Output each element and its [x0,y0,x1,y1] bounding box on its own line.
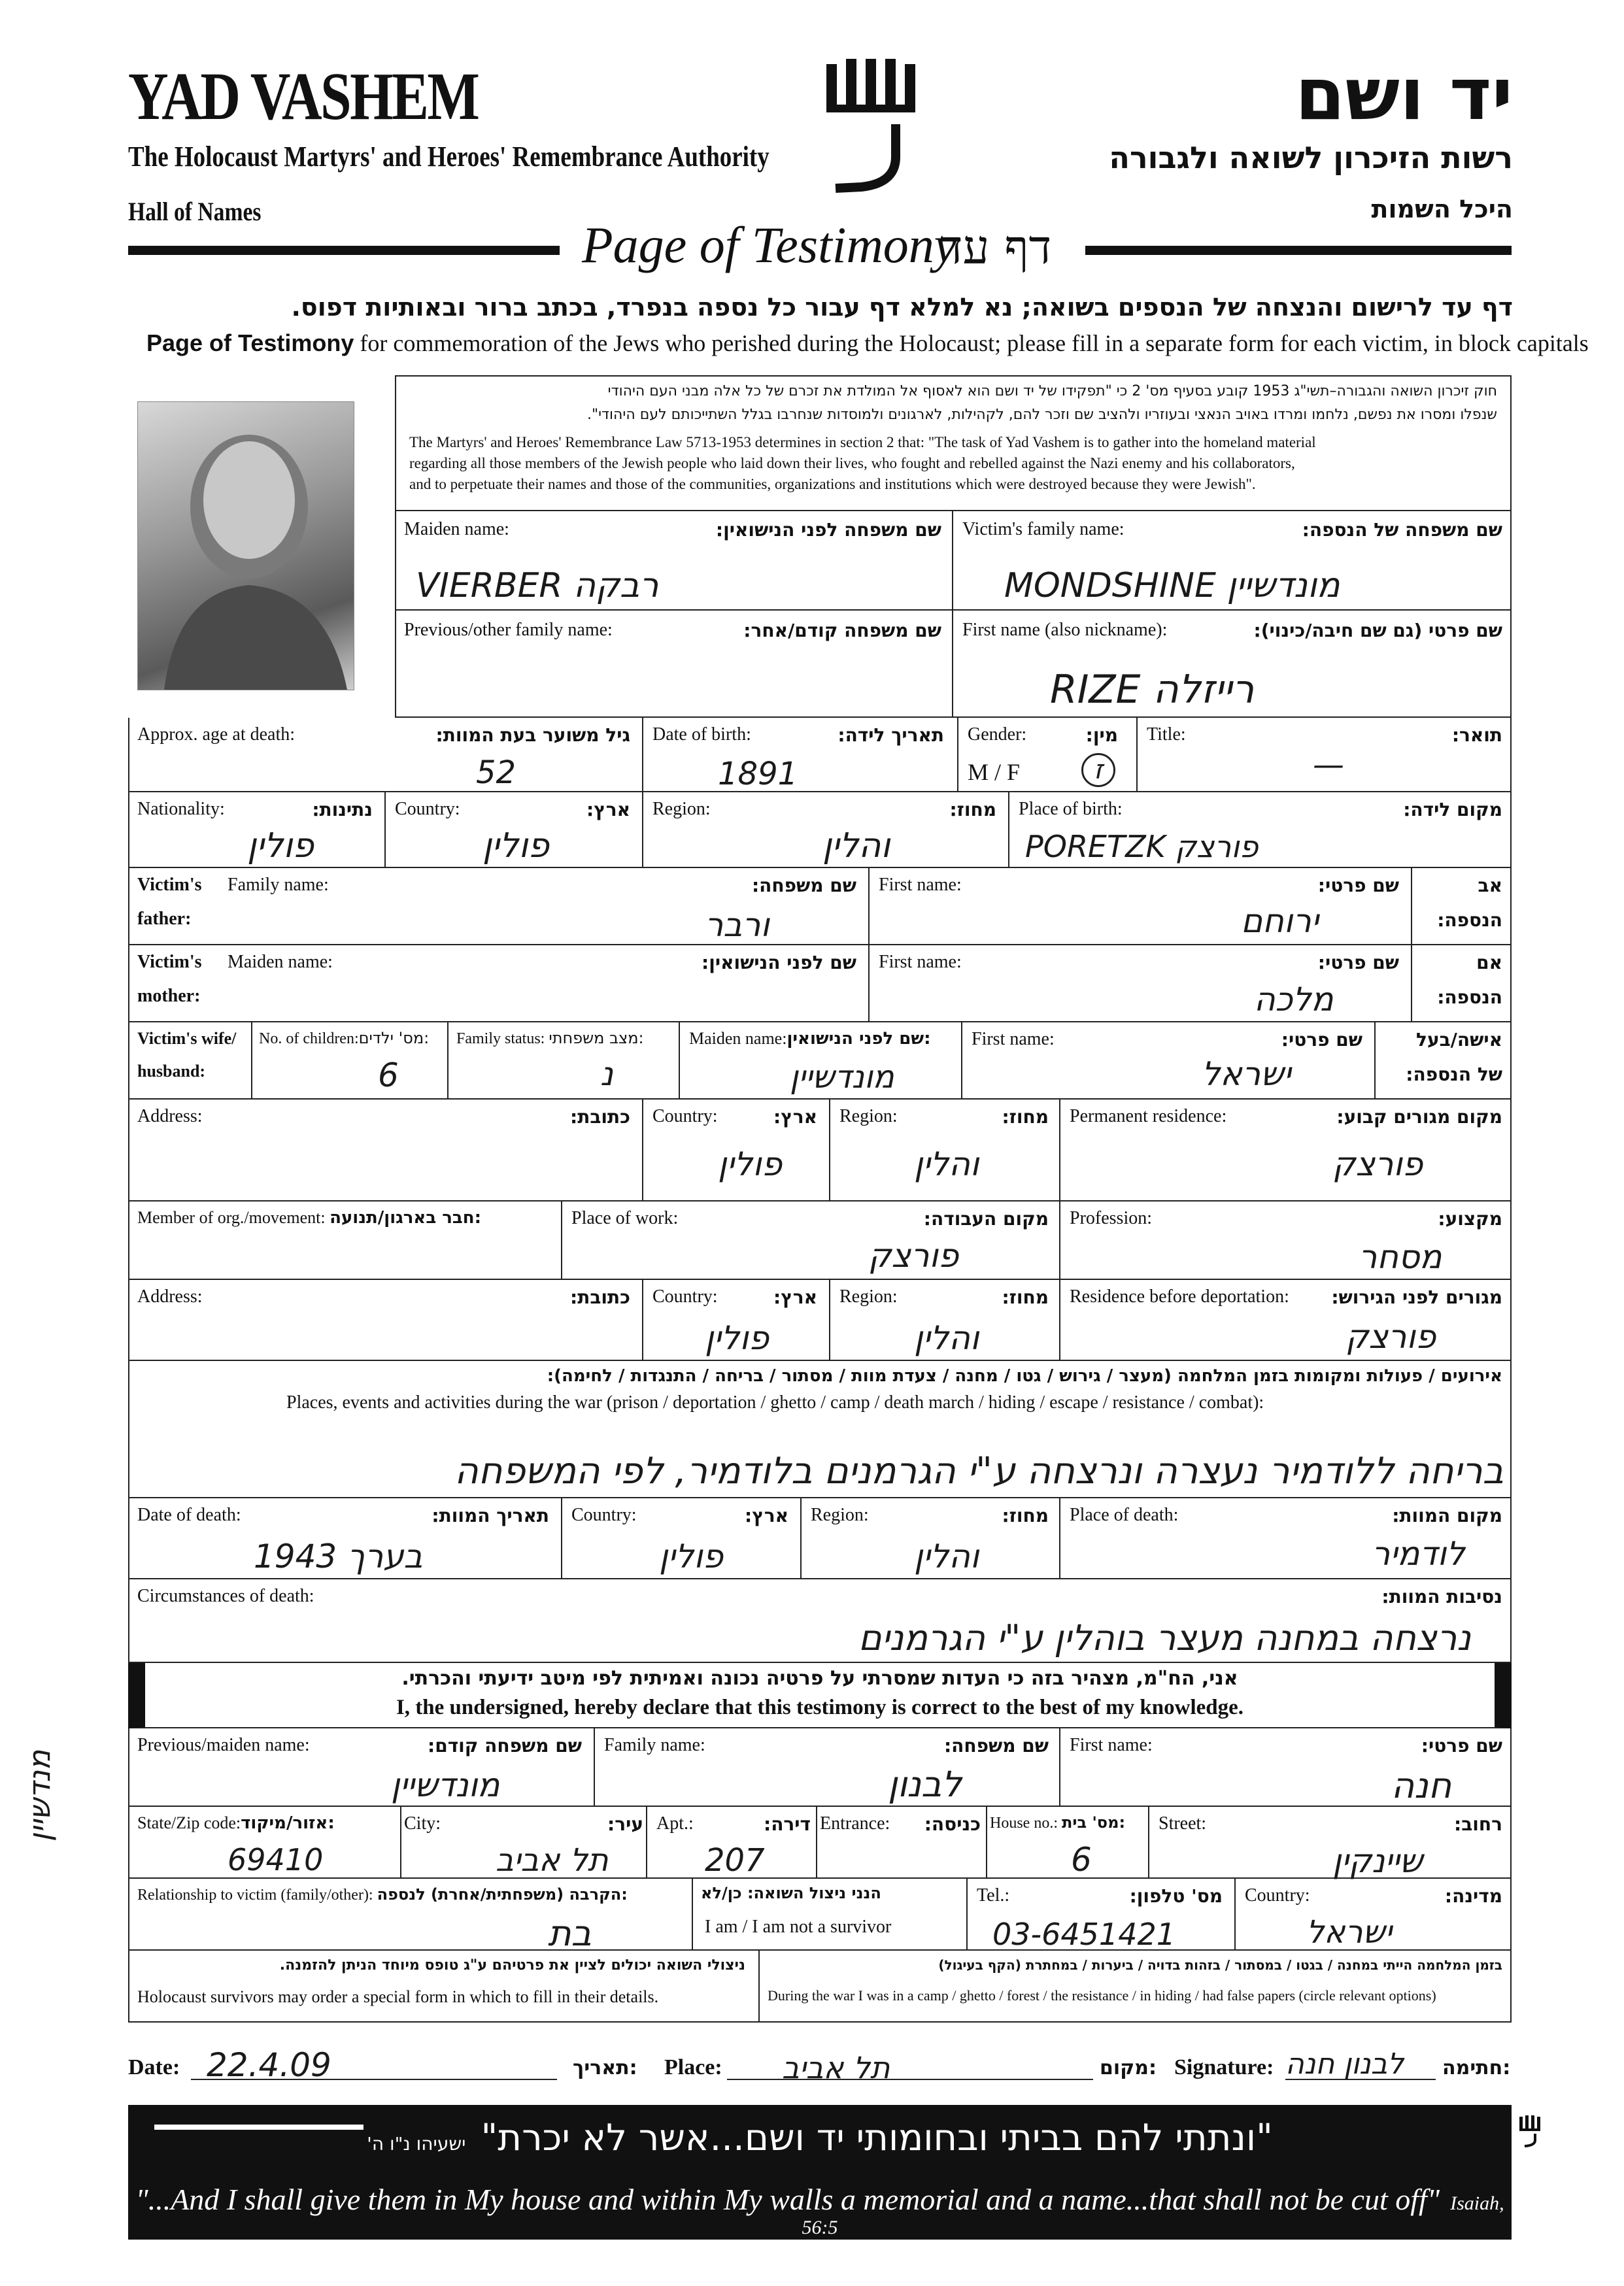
circ-label-he: נסיבות המוות: [1381,1586,1502,1607]
city-label: City: [404,1813,441,1834]
spouse-label: Victim's wife/ husband: [137,1029,237,1081]
pod-label-he: מקום המוות: [1392,1505,1502,1526]
member-org-label: Member of org./movement: חבר בארגון/תנועה: [137,1208,482,1228]
street-label: Street: [1159,1813,1207,1834]
street-label-he: רחוב: [1454,1813,1502,1835]
dod-label-he: תאריך המוות: [431,1505,549,1526]
nationality-value[interactable]: פולין [247,826,314,866]
sub-prev-value[interactable]: מונדשיין [391,1766,500,1804]
intro-en-bold: Page of Testimony [146,329,354,356]
page-title-en: Page of Testimony [582,216,957,273]
law-box [395,375,1512,510]
place-value[interactable]: תל אביב [782,2050,890,2085]
page-title-he: דף עד [940,220,1052,275]
pob-value[interactable]: PORETZK פורצק [1025,829,1259,864]
nationality-row [128,792,1512,868]
relationship-value[interactable]: בת [548,1913,592,1954]
addr-region-value[interactable]: והלין [914,1145,979,1183]
prev-family-label-he: שם משפחה קודם/אחר: [743,620,941,641]
res-address-label-he: כתובת: [570,1286,630,1308]
events-label-he: אירועים / פעולות ומקומות בזמן המלחמה (מעצר / גירוש / גטו / מחנה / צעדת מוות / מסתור / בריחה / התנגדות / לחימה): [547,1366,1502,1386]
gender-label: Gender: [968,724,1027,745]
signature-label: Signature: [1174,2055,1274,2079]
address-row [128,1100,1512,1202]
prev-family-label: Previous/other family name: [404,620,613,640]
country-value[interactable]: פולין [482,826,549,866]
father-family-label-he: שם משפחה: [751,875,856,896]
first-name-label-he: שם פרטי (גם שם חיבה/כינוי): [1253,620,1502,641]
signature-line [128,2046,1512,2098]
nationality-label-he: נתינות: [312,799,373,820]
pob-label-he: מקום לידה: [1403,799,1502,820]
addr-region-label-he: מחוז: [1002,1106,1049,1128]
family-status-label: Family status: מצב משפחתי: [456,1029,644,1047]
address-label: Address: [137,1106,203,1126]
addr-country-label: Country: [652,1106,718,1126]
footer-quote-en: "...And I shall give them in My house and within My walls a memorial and a name...that shall not be cut off" Isaiah, 56:5 [135,2183,1504,2238]
footer-quote-he: "ונתתי להם בביתי ובחומותי יד ושם...אשר לא יכרת" ישעיהו נ"ו ה' [367,2117,1273,2159]
war-he: בזמן המלחמה הייתי במחנה / בגטו / במסתור / בזהות בדויה / ביערות / במחתרת (הקף בעיגול) [938,1957,1502,1973]
maiden-name-label: Maiden name: [404,519,509,539]
events-value[interactable]: בריחה ללודמיר נעצרה ונרצחה ע"י הגרמנים בלודמיר, לפי המשפחה [454,1450,1504,1492]
declaration [128,1663,1512,1728]
res-region-label: Region: [839,1286,898,1307]
death-row [128,1498,1512,1579]
title-rule-left [128,246,560,255]
note-en: Holocaust survivors may order a special form in which to fill in their details. [137,1987,659,2006]
victim-family-label: Victim's family name: [962,519,1125,539]
father-row [128,868,1512,945]
profession-label-he: מקצוע: [1438,1208,1502,1230]
age-value[interactable]: 52 [476,754,516,791]
mother-maiden-label-he: שם לפני הנישואין: [702,952,856,973]
victim-family-value[interactable]: MONDSHINE מונדשיין [1004,566,1340,605]
victim-family-label-he: שם משפחה של הנספה: [1302,519,1502,541]
dod-label: Date of death: [137,1505,241,1525]
spouse-row [128,1022,1512,1100]
title-label-he: תואר: [1451,724,1502,746]
place-work-label: Place of work: [571,1208,679,1228]
profession-value[interactable]: מסחר [1359,1238,1442,1276]
dob-label-he: תאריך לידה: [837,724,944,746]
sub-first-label-he: שם פרטי: [1421,1735,1502,1757]
law-en-2: regarding all those members of the Jewish people who laid down their lives, who fought and rebelled against the Nazi enemy and his collaborators, [409,455,1295,471]
house-no-value[interactable]: 6 [1071,1841,1092,1879]
res-region-value[interactable]: והלין [914,1319,979,1357]
date-label-he: תאריך: [573,2057,637,2079]
note-he: ניצולי השואה יכולים לציין את פרטיהם ע"ג טופס מיוחד הניתן להזמנה. [279,1957,745,1974]
mother-first-label-he: שם פרטי: [1317,952,1399,973]
res-address-label: Address: [137,1286,203,1307]
house-no-label: House no.: מס' בית: [990,1813,1126,1832]
sub-family-label: Family name: [604,1735,705,1755]
mother-first-label: First name: [879,952,962,972]
addr-country-label-he: ארץ: [773,1106,817,1128]
margin-note: מנדשיין [22,1749,57,1842]
country-label-he: ארץ: [586,799,630,820]
tel-value[interactable]: 03-6451421 [992,1917,1176,1952]
authority-he: רשות הזיכרון לשואה ולגבורה [1109,140,1513,175]
age-row [128,718,1512,792]
submitter-address-row [128,1807,1512,1879]
pod-region-label-he: מחוז: [1002,1505,1049,1526]
first-name-value[interactable]: RIZE רייזלה [1050,667,1255,713]
father-first-label: First name: [879,875,962,895]
perm-res-label: Permanent residence: [1070,1106,1227,1126]
res-before-label-he: מגורים לפני הגירוש: [1331,1286,1502,1308]
res-country-value[interactable]: פולין [705,1319,770,1357]
title-label: Title: [1147,724,1186,745]
circ-label: Circumstances of death: [137,1586,314,1606]
city-label-he: עיר: [607,1813,643,1835]
nationality-label: Nationality: [137,799,225,819]
dob-label: Date of birth: [652,724,751,745]
region-label: Region: [652,799,711,819]
place-work-label-he: מקום העבודה: [923,1208,1049,1230]
work-row [128,1202,1512,1280]
declaration-en: I, the undersigned, hereby declare that this testimony is correct to the best of my knowledge. [396,1696,1244,1719]
mother-he-label: אם הנספה: [1437,952,1502,1008]
yad-vashem-logo [822,59,927,196]
dod-value[interactable]: 1943 בערך [254,1538,423,1575]
victim-photo [137,401,354,690]
pod-region-value[interactable]: והלין [914,1538,979,1575]
place-work-value[interactable]: פורצק [868,1237,959,1275]
region-value[interactable]: והלין [822,826,890,866]
sub-family-value[interactable]: לבנון [888,1764,962,1805]
res-before-label: Residence before deportation: [1070,1286,1289,1307]
gender-options[interactable]: M / F [968,759,1021,785]
perm-res-label-he: מקום מגורים קבוע: [1336,1106,1502,1128]
pod-country-label: Country: [571,1505,637,1525]
pod-label: Place of death: [1070,1505,1179,1525]
res-before-value[interactable]: פורצק [1345,1318,1436,1356]
signature-value[interactable]: לבנון חנה [1285,2047,1404,2081]
footer-banner [128,2105,1512,2240]
prev-maiden-label: Previous/maiden name: [137,1735,310,1755]
sub-first-value[interactable]: חנה [1391,1765,1452,1806]
circ-value[interactable]: נרצחה במחנה מעצר בוהלין ע"י הגרמנים [858,1617,1471,1658]
country-label: Country: [395,799,460,819]
law-en-3: and to perpetuate their names and those of the communities, organizations and institutions which were destroyed because they were Jewish". [409,476,1256,492]
place-label: Place: [664,2055,722,2079]
hall-of-names-en: Hall of Names [128,197,262,226]
apt-label-he: דירה: [764,1813,811,1835]
entrance-label: Entrance: [820,1813,890,1834]
father-family-label: Family name: [228,875,329,895]
pob-label: Place of birth: [1019,799,1123,819]
city-value[interactable]: תל אביב [496,1842,609,1879]
date-label: Date: [128,2055,180,2079]
circumstances-row [128,1579,1512,1663]
spouse-first-label: First name: [972,1029,1055,1049]
addr-region-label: Region: [839,1106,898,1126]
addr-country-value[interactable]: פולין [718,1145,783,1183]
perm-res-value[interactable]: פורצק [1332,1145,1423,1183]
family-status-value[interactable]: נ [600,1055,614,1093]
gender-label-he: מין: [1085,724,1118,746]
res-country-label-he: ארץ: [773,1286,817,1308]
country2-value[interactable]: ישראל [1306,1914,1393,1951]
apt-label: Apt.: [656,1813,694,1834]
apt-value[interactable]: 207 [705,1842,765,1879]
law-he-2: שנפלו ומסרו את נפשם, נלחמו ומרדו באויב הנאצי ובעוזריו ולהציב שם וזכר להם, לקהילות, לארגונים ולמוסדות שנחרבו בגלל השתייכותם לעם היהודי". [587,407,1497,423]
war-en: During the war I was in a camp / ghetto / forest / the resistance / in hiding / had false papers (circle relevant options) [768,1987,1436,2004]
mother-first-value[interactable]: מלכה [1254,981,1334,1018]
pod-value[interactable]: לודמיר [1372,1535,1465,1573]
profession-label: Profession: [1070,1208,1152,1228]
authority-en: The Holocaust Martyrs' and Heroes' Remembrance Authority [128,141,770,173]
intro-en-text: for commemoration of the Jews who perished during the Holocaust; please fill in a separate form for each victim, in block capitals [354,330,1589,356]
date-value[interactable]: 22.4.09 [207,2046,331,2084]
relationship-label: Relationship to victim (family/other): הקרבה (משפחתית/אחרת) לנספה: [137,1885,628,1904]
children-value[interactable]: 6 [378,1056,399,1094]
org-name-en: YAD VASHEM [128,59,479,134]
footer-logo-icon [1518,2115,1544,2148]
zip-value[interactable]: 69410 [228,1842,324,1877]
country2-label: Country: [1245,1885,1310,1906]
events-label-en: Places, events and activities during the war (prison / deportation / ghetto / camp / death march / hiding / escape / resistance / combat): [286,1392,1264,1413]
country2-label-he: מדינה: [1444,1885,1502,1907]
sub-first-label: First name: [1070,1735,1153,1755]
pod-country-value[interactable]: פולין [659,1538,724,1575]
sub-family-label-he: שם משפחה: [943,1735,1049,1757]
title-value[interactable]: — [1313,747,1344,783]
spouse-he-label: אישה/בעל של הנספה: [1406,1029,1502,1085]
prev-maiden-label-he: שם משפחה קודם: [428,1735,582,1757]
law-he-1: חוק זיכרון השואה והגבורה–תשי"ג 1953 קובע בסעיף מס' 2 כי "תפקידו של יד ושם הוא לאסוף אל המולדת את זכרם של כל אלה מבני העם היהודי [607,383,1497,399]
zip-label: State/Zip code:אזור/מיקוד: [137,1813,335,1833]
place-label-he: מקום: [1100,2057,1157,2079]
notes-row [128,1951,1512,2023]
age-label-he: גיל משוער בעת המוות: [435,724,630,746]
names-block [395,510,1512,718]
region-label-he: מחוז: [949,799,996,820]
mother-maiden-label: Maiden name: [228,952,333,972]
submitter-name-row [128,1728,1512,1807]
signature-label-he: חתימה: [1442,2057,1511,2079]
survivor-option[interactable]: I am / I am not a survivor [705,1917,892,1937]
spouse-maiden-value[interactable]: מונדשיין [790,1059,894,1096]
spouse-first-value[interactable]: ישראל [1202,1055,1291,1093]
maiden-name-label-he: שם משפחה לפני הנישואין: [715,519,941,541]
res-region-label-he: מחוז: [1002,1286,1049,1308]
survivor-label-he: הנני ניצול השואה: כן/לא [701,1884,881,1902]
gender-value[interactable]: ז [1081,753,1115,787]
law-en-1: The Martyrs' and Heroes' Remembrance Law 5713-1953 determines in section 2 that: "The task of Yad Vashem is to gather into the homeland material [409,434,1316,450]
res-country-label: Country: [652,1286,718,1307]
residence-row [128,1280,1512,1361]
submitter-contact-row [128,1879,1512,1954]
father-first-value[interactable]: ירוחם [1241,902,1319,940]
father-first-label-he: שם פרטי: [1317,875,1399,896]
intro-en [146,329,1589,357]
father-he-label: אב הנספה: [1437,875,1502,931]
pod-country-label-he: ארץ: [745,1505,788,1526]
age-label: Approx. age at death: [137,724,296,745]
title-rule-right [1085,246,1512,255]
spouse-maiden-label: Maiden name:שם לפני הנישואין: [689,1029,931,1049]
first-name-label: First name (also nickname): [962,620,1168,640]
mother-row [128,945,1512,1022]
maiden-name-value[interactable]: VIERBER רבקה [416,566,659,605]
children-label: No. of children:מס' ילדים: [259,1029,430,1047]
father-label: Victim's father: [137,875,202,929]
spouse-first-label-he: שם פרטי: [1281,1029,1362,1051]
mother-label: Victim's mother: [137,952,202,1006]
entrance-label-he: כניסה: [924,1813,981,1835]
org-name-he: יד ושם [1294,52,1513,136]
hall-of-names-he: היכל השמות [1371,195,1513,224]
tel-label: Tel.: [977,1885,1010,1906]
address-label-he: כתובת: [570,1106,630,1128]
tel-label-he: מס' טלפון: [1129,1885,1223,1907]
declaration-he: אני, הח"מ, מצהיר בזה כי העדות שמסרתי על פרטיה נכונה ואמיתית לפי מיטב ידיעתי והכרתי. [401,1667,1238,1690]
pod-region-label: Region: [811,1505,869,1525]
dob-value[interactable]: 1891 [718,756,798,792]
father-family-value[interactable]: ורבר [705,906,770,944]
intro-he: דף עד לרישום והנצחה של הנספים בשואה; נא למלא דף עבור כל נספה בנפרד, בכתב ברור ובאותיות דפוס. [291,293,1513,322]
street-value[interactable]: שיינקין [1332,1842,1423,1880]
